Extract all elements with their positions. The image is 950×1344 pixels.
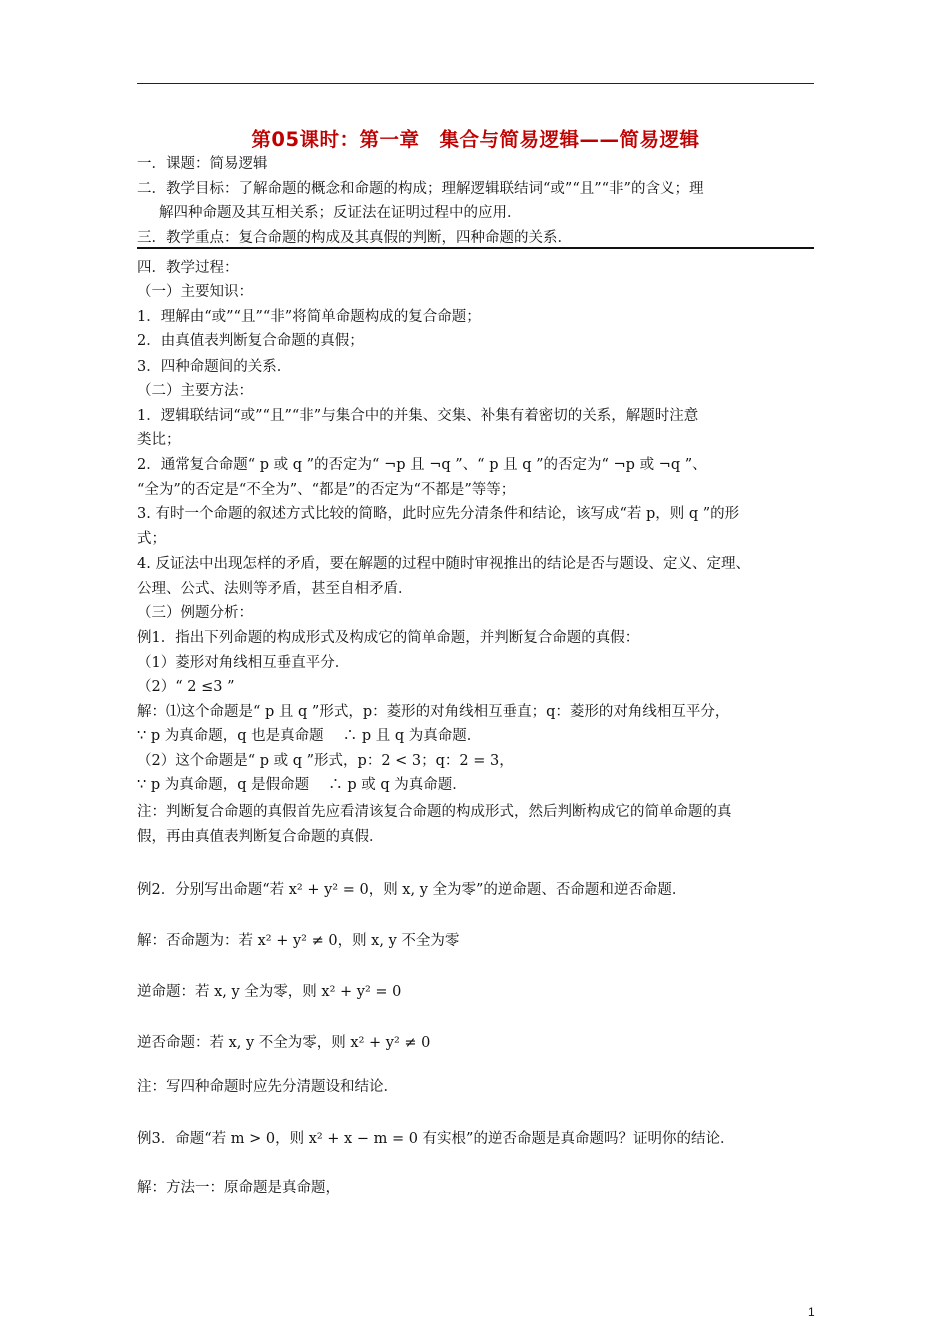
method-3-line1: 3. 有时一个命题的叙述方式比较的简略，此时应先分清条件和结论，该写成“若 p，则 q ”的形 [137,506,740,522]
example-2: 例2．分别写出命题“若 x² + y² = 0，则 x, y 全为零”的逆命题、否命题和逆否命题． [137,882,687,898]
method-1-line2: 类比； [137,432,181,448]
note-1-line2: 假，再由真值表判断复合命题的真假． [137,829,384,845]
solution-2-converse: 逆命题：若 x, y 全为零，则 x² + y² = 0 [137,984,402,1000]
section-topic: 一．课题：简易逻辑 [137,156,268,172]
top-rule [137,83,814,84]
method-4-line2: 公理、公式、法则等矛盾，甚至自相矛盾． [137,581,413,597]
method-2-line1: 2．通常复合命题“ p 或 q ”的否定为“ ¬p 且 ¬q ”、“ p 且 q ”的否定为“ ¬p 或 ¬q ”、 [137,457,707,473]
solution-1-line3: （2）这个命题是“ p 或 q ”形式，p：2 < 3；q：2 = 3， [137,753,514,769]
examples-heading: （三）例题分析： [137,605,253,621]
knowledge-item-3: 3．四种命题间的关系． [137,359,292,375]
example-1-item-1: （1）菱形对角线相互垂直平分． [137,655,350,671]
example-1: 例1．指出下列命题的构成形式及构成它的简单命题，并判断复合命题的真假： [137,630,640,646]
solution-1-line1: 解：⑴这个命题是“ p 且 q ”形式，p：菱形的对角线相互垂直；q：菱形的对角线相互平分， [137,704,730,720]
solution-2-negation: 解：否命题为：若 x² + y² ≠ 0，则 x, y 不全为零 [137,933,460,949]
section-divider [137,247,814,249]
knowledge-heading: （一）主要知识： [137,284,253,300]
method-1-line1: 1．逻辑联结词“或”“且”“非”与集合中的并集、交集、补集有着密切的关系，解题时注意 [137,408,699,424]
example-1-item-2: （2）“ 2 ≤3 ” [137,679,235,695]
page-number: 1 [808,1305,815,1319]
method-4-line1: 4. 反证法中出现怎样的矛盾，要在解题的过程中随时审视推出的结论是否与题设、定义、定理、 [137,556,750,572]
solution-2-contrapositive: 逆否命题：若 x, y 不全为零，则 x² + y² ≠ 0 [137,1035,431,1051]
section-goals-line1: 二．教学目标：了解命题的概念和命题的构成；理解逻辑联结词“或”“且”“非”的含义；理 [137,181,704,197]
solution-1-line2: ∵ p 为真命题，q 也是真命题 ∴ p 且 q 为真命题． [137,728,482,744]
note-1-line1: 注：判断复合命题的真假首先应看清该复合命题的构成形式，然后判断构成它的简单命题的真 [137,804,732,820]
method-3-line2: 式； [137,531,166,547]
solution-3-line1: 解：方法一：原命题是真命题， [137,1180,340,1196]
page-title: 第05课时：第一章 集合与简易逻辑——简易逻辑 [251,128,700,151]
knowledge-item-2: 2．由真值表判断复合命题的真假； [137,333,364,349]
section-focus: 三．教学重点：复合命题的构成及其真假的判断，四种命题的关系． [137,230,572,246]
section-process: 四．教学过程： [137,260,239,276]
method-2-line2: “全为”的否定是“不全为”、“都是”的否定为“不都是”等等； [137,482,516,498]
solution-1-line4: ∵ p 为真命题，q 是假命题 ∴ p 或 q 为真命题． [137,777,467,793]
note-2: 注：写四种命题时应先分清题设和结论． [137,1079,398,1095]
methods-heading: （二）主要方法： [137,383,253,399]
section-goals-line2: 解四种命题及其互相关系；反证法在证明过程中的应用． [159,205,522,221]
knowledge-item-1: 1．理解由“或”“且”“非”将简单命题构成的复合命题； [137,309,481,325]
example-3: 例3．命题“若 m > 0，则 x² + x − m = 0 有实根”的逆否命题是真命题吗？证明你的结论． [137,1131,735,1147]
